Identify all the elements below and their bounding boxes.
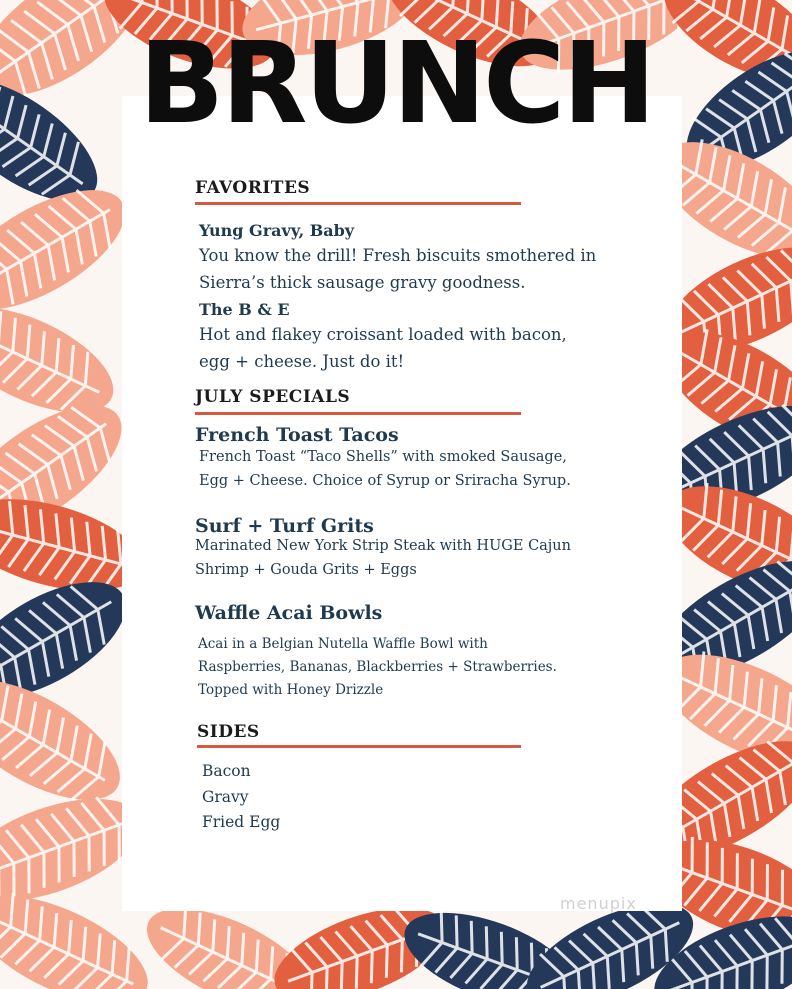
watermark: menupix xyxy=(560,894,637,913)
menu-item-desc-line: Hot and flakey croissant loaded with bacon, xyxy=(199,325,567,344)
menu-item-desc-line: Sierra’s thick sausage gravy goodness. xyxy=(199,273,526,292)
menu-item-name: Yung Gravy, Baby xyxy=(199,221,355,240)
menu-item-desc-line: Egg + Cheese. Choice of Syrup or Sriracha Syrup. xyxy=(199,473,571,489)
menu-item-name: French Toast Tacos xyxy=(195,424,399,446)
side-item: Bacon xyxy=(202,762,251,780)
side-item: Gravy xyxy=(202,788,249,806)
menu-item-desc-line: Raspberries, Bananas, Blackberries + Strawberries. xyxy=(198,659,557,675)
section-heading-sides: SIDES xyxy=(197,722,260,742)
side-item: Fried Egg xyxy=(202,813,281,831)
menu-item-desc-line: French Toast “Taco Shells” with smoked Sausage, xyxy=(199,449,567,465)
section-divider xyxy=(195,412,521,415)
menu-item-name: Waffle Acai Bowls xyxy=(195,602,383,624)
page-title: BRUNCH xyxy=(138,19,654,149)
menu-item-desc-line: Acai in a Belgian Nutella Waffle Bowl with xyxy=(198,636,488,652)
section-heading-july-specials: JULY SPECIALS xyxy=(195,387,351,407)
section-heading-favorites: FAVORITES xyxy=(195,178,311,198)
menu-item-name: The B & E xyxy=(199,300,290,319)
section-divider xyxy=(195,202,521,205)
menu-item-desc-line: egg + cheese. Just do it! xyxy=(199,352,405,371)
menu-item-desc-line: Shrimp + Gouda Grits + Eggs xyxy=(195,562,417,578)
menu-item-desc-line: Topped with Honey Drizzle xyxy=(198,682,384,698)
menu-item-name: Surf + Turf Grits xyxy=(195,515,374,537)
section-divider xyxy=(197,745,521,748)
menu-item-desc-line: You know the drill! Fresh biscuits smothered in xyxy=(199,246,597,265)
menu-item-desc-line: Marinated New York Strip Steak with HUGE Cajun xyxy=(195,538,571,554)
